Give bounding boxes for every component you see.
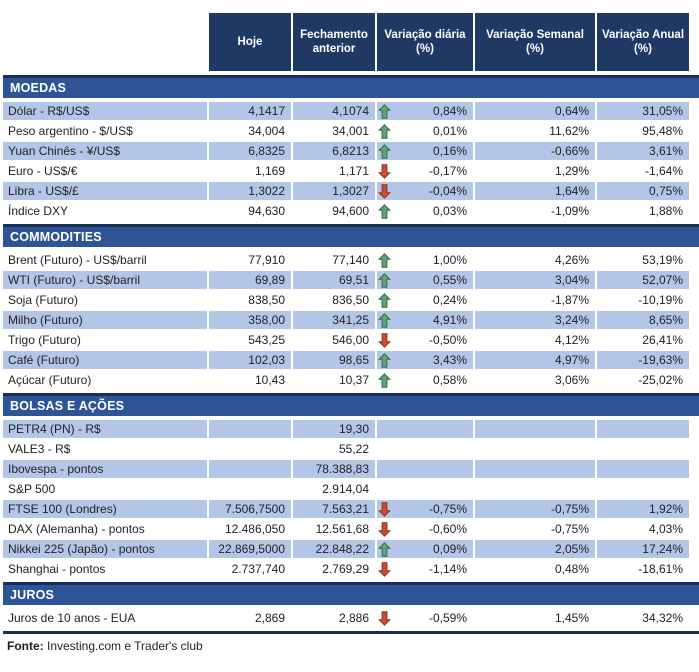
table-row xyxy=(3,609,699,627)
row-label: FTSE 100 (Londres) xyxy=(3,500,207,518)
down-arrow-icon xyxy=(378,562,391,577)
row-label: Índice DXY xyxy=(8,204,69,218)
cell-fechamento-anterior: 2.769,29 xyxy=(322,562,369,576)
cell-hoje xyxy=(209,480,291,498)
down-arrow-icon xyxy=(378,333,391,348)
cell-variacao-anual: 0,75% xyxy=(597,182,689,200)
cell-variacao-diaria xyxy=(377,202,473,220)
cell-variacao-diaria xyxy=(377,291,473,309)
cell-hoje: 838,50 xyxy=(248,293,285,307)
row-label: PETR4 (PN) - R$ xyxy=(3,420,207,438)
cell-variacao-semanal: 3,06% xyxy=(554,373,589,387)
cell-variacao-diaria xyxy=(377,520,473,538)
cell-variacao-anual: -25,02% xyxy=(638,373,683,387)
cell-fechamento-anterior: 1,171 xyxy=(338,164,369,178)
variacao-diaria-value: -0,59% xyxy=(428,611,467,625)
cell-variacao-semanal xyxy=(475,440,595,458)
column-header-variacao-diaria: Variação diária (%) xyxy=(377,13,473,71)
table-row xyxy=(3,500,699,518)
cell-variacao-diaria xyxy=(377,609,473,627)
cell-variacao-semanal: 1,45% xyxy=(554,611,589,625)
cell-hoje: 12.486,050 xyxy=(224,522,285,536)
cell-variacao-diaria xyxy=(377,251,473,269)
row-label: Ibovespa - pontos xyxy=(3,460,207,478)
variacao-diaria-value: -0,50% xyxy=(428,333,467,347)
cell-variacao-semanal: 4,12% xyxy=(554,333,589,347)
cell-variacao-diaria xyxy=(377,182,473,200)
cell-fechamento-anterior: 7.563,21 xyxy=(293,500,375,518)
section-rows-moedas xyxy=(3,102,699,220)
cell-variacao-anual: 53,19% xyxy=(642,253,683,267)
table-row xyxy=(3,460,699,478)
cell-variacao-diaria xyxy=(377,162,473,180)
variacao-diaria-value: 0,84% xyxy=(432,104,467,118)
cell-hoje xyxy=(209,420,291,438)
table-row xyxy=(3,480,699,498)
cell-variacao-semanal: -0,75% xyxy=(475,500,595,518)
table-row xyxy=(3,351,699,369)
source-note xyxy=(3,634,699,653)
down-arrow-icon xyxy=(378,164,391,179)
table-row xyxy=(3,291,699,309)
column-header-hoje: Hoje xyxy=(209,13,291,71)
cell-hoje xyxy=(209,460,291,478)
cell-hoje: 94,630 xyxy=(248,204,285,218)
variacao-diaria-value: 0,24% xyxy=(432,293,467,307)
table-row xyxy=(3,182,699,200)
cell-hoje: 7.506,7500 xyxy=(209,500,291,518)
section-header-moedas: MOEDAS xyxy=(3,75,699,98)
cell-variacao-diaria xyxy=(377,102,473,120)
section-header-bolsas-e-acoes: BOLSAS E AÇÕES xyxy=(3,393,699,416)
column-header-variacao-semanal: Variação Semanal (%) xyxy=(475,13,595,71)
header-spacer xyxy=(3,13,207,71)
column-header-variacao-anual: Variação Anual (%) xyxy=(597,13,689,71)
cell-hoje: 77,910 xyxy=(248,253,285,267)
table-body xyxy=(3,75,699,627)
cell-variacao-diaria xyxy=(377,420,473,438)
cell-variacao-diaria xyxy=(377,440,473,458)
cell-fechamento-anterior: 98,65 xyxy=(293,351,375,369)
cell-hoje: 2.737,740 xyxy=(231,562,285,576)
row-label: WTI (Futuro) - US$/barril xyxy=(3,271,207,289)
cell-fechamento-anterior: 55,22 xyxy=(338,442,369,456)
cell-variacao-diaria xyxy=(377,351,473,369)
cell-fechamento-anterior: 77,140 xyxy=(332,253,369,267)
row-label: Peso argentino - $/US$ xyxy=(8,124,133,138)
table-row xyxy=(3,251,699,269)
table-row xyxy=(3,162,699,180)
cell-variacao-anual: 52,07% xyxy=(597,271,689,289)
cell-variacao-semanal xyxy=(475,480,595,498)
cell-variacao-diaria xyxy=(377,122,473,140)
section-header-commodities: COMMODITIES xyxy=(3,224,699,247)
up-arrow-icon xyxy=(378,353,391,368)
row-label: VALE3 - R$ xyxy=(8,442,71,456)
up-arrow-icon xyxy=(378,542,391,557)
table-row xyxy=(3,371,699,389)
row-label: Juros de 10 anos - EUA xyxy=(8,611,136,625)
cell-variacao-semanal: -0,66% xyxy=(475,142,595,160)
cell-variacao-anual xyxy=(597,460,689,478)
cell-hoje: 1,169 xyxy=(254,164,285,178)
table-row xyxy=(3,420,699,438)
down-arrow-icon xyxy=(378,184,391,199)
variacao-diaria-value: 4,91% xyxy=(432,313,467,327)
cell-fechamento-anterior: 6,8213 xyxy=(293,142,375,160)
cell-variacao-anual: -10,19% xyxy=(638,293,683,307)
section-rows-bolsas-e-acoes xyxy=(3,420,699,578)
table-row xyxy=(3,560,699,578)
cell-variacao-anual: 4,03% xyxy=(648,522,683,536)
cell-variacao-anual xyxy=(597,480,689,498)
cell-variacao-semanal: 11,62% xyxy=(549,124,589,138)
cell-fechamento-anterior: 34,001 xyxy=(332,124,369,138)
cell-variacao-diaria xyxy=(377,540,473,558)
row-label: Café (Futuro) xyxy=(3,351,207,369)
cell-fechamento-anterior: 19,30 xyxy=(293,420,375,438)
row-label: Libra - US$/£ xyxy=(3,182,207,200)
table-row xyxy=(3,520,699,538)
up-arrow-icon xyxy=(378,313,391,328)
variacao-diaria-value: 0,16% xyxy=(432,144,467,158)
table-row xyxy=(3,271,699,289)
table-row xyxy=(3,102,699,120)
row-label: Yuan Chinês - ¥/US$ xyxy=(3,142,207,160)
section-rows-juros xyxy=(3,609,699,627)
row-label: Brent (Futuro) - US$/barril xyxy=(8,253,147,267)
up-arrow-icon xyxy=(378,204,391,219)
variacao-diaria-value: 0,58% xyxy=(432,373,467,387)
cell-hoje: 10,43 xyxy=(254,373,285,387)
cell-variacao-semanal: 2,05% xyxy=(475,540,595,558)
variacao-diaria-value: -1,14% xyxy=(428,562,467,576)
cell-variacao-anual: 3,61% xyxy=(597,142,689,160)
cell-variacao-anual: 31,05% xyxy=(597,102,689,120)
cell-variacao-semanal: 4,97% xyxy=(475,351,595,369)
variacao-diaria-value: 0,03% xyxy=(432,204,467,218)
cell-hoje: 1,3022 xyxy=(209,182,291,200)
cell-fechamento-anterior: 546,00 xyxy=(332,333,369,347)
cell-hoje: 543,25 xyxy=(248,333,285,347)
up-arrow-icon xyxy=(378,373,391,388)
source-label: Fonte: xyxy=(7,639,44,653)
cell-variacao-anual: 95,48% xyxy=(642,124,683,138)
variacao-diaria-value: -0,75% xyxy=(428,502,467,516)
row-label: S&P 500 xyxy=(8,482,56,496)
row-label: Shanghai - pontos xyxy=(8,562,106,576)
cell-hoje: 358,00 xyxy=(209,311,291,329)
cell-variacao-diaria xyxy=(377,460,473,478)
column-header-row xyxy=(3,13,699,71)
cell-variacao-anual: 1,92% xyxy=(597,500,689,518)
variacao-diaria-value: -0,17% xyxy=(428,164,467,178)
cell-hoje: 102,03 xyxy=(209,351,291,369)
row-label: Milho (Futuro) xyxy=(3,311,207,329)
cell-fechamento-anterior: 2,886 xyxy=(338,611,369,625)
up-arrow-icon xyxy=(378,253,391,268)
row-label: DAX (Alemanha) - pontos xyxy=(8,522,145,536)
cell-hoje: 6,8325 xyxy=(209,142,291,160)
table-row xyxy=(3,122,699,140)
cell-variacao-semanal: 4,26% xyxy=(554,253,589,267)
cell-fechamento-anterior: 1,3027 xyxy=(293,182,375,200)
down-arrow-icon xyxy=(378,522,391,537)
row-label: Euro - US$/€ xyxy=(8,164,78,178)
table-row xyxy=(3,311,699,329)
section-header-juros: JUROS xyxy=(3,582,699,605)
cell-fechamento-anterior: 94,600 xyxy=(332,204,369,218)
cell-variacao-anual: -18,61% xyxy=(638,562,683,576)
up-arrow-icon xyxy=(378,273,391,288)
variacao-diaria-value: 3,43% xyxy=(432,353,467,367)
cell-variacao-semanal: 0,64% xyxy=(475,102,595,120)
cell-variacao-anual xyxy=(597,440,689,458)
cell-hoje: 34,004 xyxy=(248,124,285,138)
cell-variacao-semanal: 3,24% xyxy=(475,311,595,329)
cell-fechamento-anterior: 22.848,22 xyxy=(293,540,375,558)
cell-variacao-diaria xyxy=(377,480,473,498)
cell-variacao-anual: -1,64% xyxy=(644,164,683,178)
table-row xyxy=(3,142,699,160)
table-row xyxy=(3,202,699,220)
cell-variacao-semanal: 1,64% xyxy=(475,182,595,200)
cell-fechamento-anterior: 69,51 xyxy=(293,271,375,289)
variacao-diaria-value: -0,04% xyxy=(428,184,467,198)
cell-variacao-semanal: -1,87% xyxy=(550,293,589,307)
cell-variacao-diaria xyxy=(377,560,473,578)
cell-fechamento-anterior: 4,1074 xyxy=(293,102,375,120)
cell-variacao-semanal: -0,75% xyxy=(550,522,589,536)
cell-hoje: 69,89 xyxy=(209,271,291,289)
cell-hoje xyxy=(209,440,291,458)
cell-variacao-anual: 1,88% xyxy=(648,204,683,218)
cell-variacao-anual: 8,65% xyxy=(597,311,689,329)
cell-variacao-anual: -19,63% xyxy=(597,351,689,369)
cell-variacao-anual xyxy=(597,420,689,438)
row-label: Soja (Futuro) xyxy=(8,293,79,307)
cell-variacao-diaria xyxy=(377,371,473,389)
down-arrow-icon xyxy=(378,502,391,517)
row-label: Dólar - R$/US$ xyxy=(3,102,207,120)
cell-variacao-semanal: -1,09% xyxy=(550,204,589,218)
cell-fechamento-anterior: 341,25 xyxy=(293,311,375,329)
cell-variacao-semanal xyxy=(475,460,595,478)
row-label: Nikkei 225 (Japão) - pontos xyxy=(3,540,207,558)
cell-variacao-anual: 34,32% xyxy=(642,611,683,625)
variacao-diaria-value: 1,00% xyxy=(432,253,467,267)
cell-variacao-diaria xyxy=(377,271,473,289)
cell-variacao-anual: 17,24% xyxy=(597,540,689,558)
section-rows-commodities xyxy=(3,251,699,389)
cell-variacao-diaria xyxy=(377,142,473,160)
cell-variacao-semanal: 3,04% xyxy=(475,271,595,289)
variacao-diaria-value: -0,60% xyxy=(428,522,467,536)
row-label: Açúcar (Futuro) xyxy=(8,373,92,387)
cell-hoje: 4,1417 xyxy=(209,102,291,120)
table-row xyxy=(3,540,699,558)
cell-fechamento-anterior: 12.561,68 xyxy=(315,522,369,536)
cell-variacao-anual: 26,41% xyxy=(642,333,683,347)
up-arrow-icon xyxy=(378,144,391,159)
variacao-diaria-value: 0,01% xyxy=(432,124,467,138)
cell-fechamento-anterior: 2.914,04 xyxy=(322,482,369,496)
cell-fechamento-anterior: 78.388,83 xyxy=(293,460,375,478)
cell-hoje: 2,869 xyxy=(254,611,285,625)
table-row xyxy=(3,440,699,458)
down-arrow-icon xyxy=(378,611,391,626)
up-arrow-icon xyxy=(378,124,391,139)
cell-variacao-semanal xyxy=(475,420,595,438)
cell-fechamento-anterior: 10,37 xyxy=(338,373,369,387)
variacao-diaria-value: 0,09% xyxy=(432,542,467,556)
cell-variacao-diaria xyxy=(377,500,473,518)
up-arrow-icon xyxy=(378,104,391,119)
variacao-diaria-value: 0,55% xyxy=(432,273,467,287)
table-row xyxy=(3,331,699,349)
column-header-fechamento-anterior: Fechamento anterior xyxy=(293,13,375,71)
cell-fechamento-anterior: 836,50 xyxy=(332,293,369,307)
cell-variacao-semanal: 0,48% xyxy=(554,562,589,576)
cell-hoje: 22.869,5000 xyxy=(209,540,291,558)
cell-variacao-semanal: 1,29% xyxy=(554,164,589,178)
up-arrow-icon xyxy=(378,293,391,308)
source-text: Investing.com e Trader's club xyxy=(43,639,203,653)
cell-variacao-diaria xyxy=(377,311,473,329)
row-label: Trigo (Futuro) xyxy=(8,333,81,347)
cell-variacao-diaria xyxy=(377,331,473,349)
